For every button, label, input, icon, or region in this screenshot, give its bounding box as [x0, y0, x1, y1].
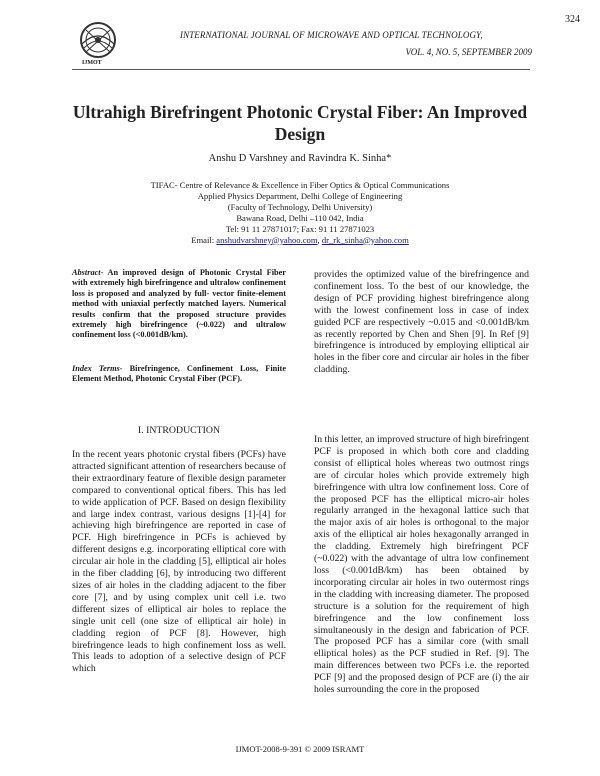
abstract-label: Abstract- — [72, 268, 104, 277]
page-number: 324 — [565, 14, 580, 25]
index-terms-text: Birefringence, Confinement Loss, Finite Element Method, Photonic Crystal Fiber (PCF). — [72, 364, 287, 384]
affiliation-line: TIFAC- Centre of Relevance & Excellence in Fiber Optics & Optical Communications — [150, 180, 450, 190]
intro-paragraph-right-1: provides the optimized value of the birefringence and confinement loss. To the best of our knowledge, the design of PCF providing highest birefringence along with the lowest confinement loss in case of index guided PCF are respectively ~0.015 and <0.001dB/km as recently reported by Chen and Shen [9]. In Ref [9] birefringence is introduced by employing elliptical air holes in the fiber core and circular air holes in the fiber cladding. — [314, 269, 529, 376]
logo-text: IJMOT — [82, 60, 102, 66]
email-link-1[interactable]: anshudvarshney@yahoo.com — [216, 234, 318, 245]
abstract-text: An improved design of Photonic Crystal Fiber with extremely high birefringence and ultralow confinement loss is proposed and analyzed by full- vector finite-element method with uniaxial perfectly matched layers. Numerical results confirm that the proposed structure provides extremely high birefringence (~0.022) and ultralow confinement loss (<0.001dB/km). — [72, 268, 286, 340]
page-footer: IJMOT-2008-9-391 © 2009 ISRAMT — [235, 744, 365, 754]
affiliation-block — [60, 180, 540, 245]
affiliation-line: Applied Physics Department, Delhi College of Engineering — [197, 190, 403, 201]
authors: Anshu D Varshney and Ravindra K. Sinha* — [208, 153, 392, 164]
email-link-2[interactable]: dr_rk_sinha@yahoo.com — [321, 234, 409, 245]
section-heading-introduction: I. INTRODUCTION — [137, 425, 221, 436]
journal-name: INTERNATIONAL JOURNAL OF MICROWAVE AND OPTICAL TECHNOLOGY, — [180, 30, 483, 40]
affiliation-line: Tel: 91 11 27871017; Fax: 91 11 27871023 — [225, 223, 375, 234]
volume-info: VOL. 4, NO. 5, SEPTEMBER 2009 — [405, 47, 532, 57]
paper-title: Ultrahigh Birefringent Photonic Crystal Fiber: An Improved Design — [72, 102, 528, 144]
intro-paragraph-right-2: In this letter, an improved structure of high birefringent PCF is proposed in which both core and cladding consist of elliptical holes whereas two outmost rings are of circular holes which provide extremely high birefringence with ultra low confinement loss. Core of the proposed PCF has the elliptical micro-air holes regularly arranged in the hexagonal lattice such that the major axis of air holes is orthogonal to the major axis of the elliptical air holes hexagonally arranged in the cladding. Extremely high birefringent PCF (~0.022) with the advantage of ultra low confinement loss (<0.001dB/km) has been obtained by incorporating circular air holes in two outermost rings in the cladding with increasing diameter. The proposed structure is a solution for the requirement of high birefringence and the low confinement loss simultaneously in the design and fabrication of PCF. The proposed PCF has a similar core (with small elliptical holes) as the PCF studied in Ref. [9]. The main differences between two PCFs i.e. the reported PCF [9] and the proposed design of PCF are (i) the air holes surrounding the core in the proposed — [314, 434, 529, 696]
affiliation-line: (Faculty of Technology, Delhi University) — [227, 201, 373, 212]
index-terms — [72, 364, 286, 385]
email-line — [60, 235, 540, 246]
index-terms-label: Index Terms- — [72, 364, 123, 373]
abstract — [72, 268, 286, 341]
email-label: Email: — [191, 234, 215, 245]
email-separator: , — [317, 234, 320, 245]
affiliation-line: Bawana Road, Delhi –110 042, India — [236, 212, 364, 223]
intro-paragraph-left: In the recent years photonic crystal fibers (PCFs) have attracted significant attention of researchers because of their extraordinary feature of flexible design parameter compared to conventional optical fibers. This has led to wide application of PCF. Based on design flexibility and large index contrast, various designs [1]-[4] for achieving high birefringence are reported in case of PCF. High birefringence in PCFs is achieved by different designs e.g. incorporating elliptical core with circular air hole in the cladding [5], elliptical air holes in the fiber cladding [6], by introducing two different sizes of air holes in the cladding adjacent to the fiber core [7], and by using complex unit cell i.e. two different sizes of elliptical air holes to replace the single unit cell (one size of elliptical air hole) in cladding region of PCF [8]. However, high birefringence leads to high confinement loss as well. This leads to adoption of a selective design of PCF which — [72, 449, 286, 675]
header-divider — [72, 69, 530, 70]
